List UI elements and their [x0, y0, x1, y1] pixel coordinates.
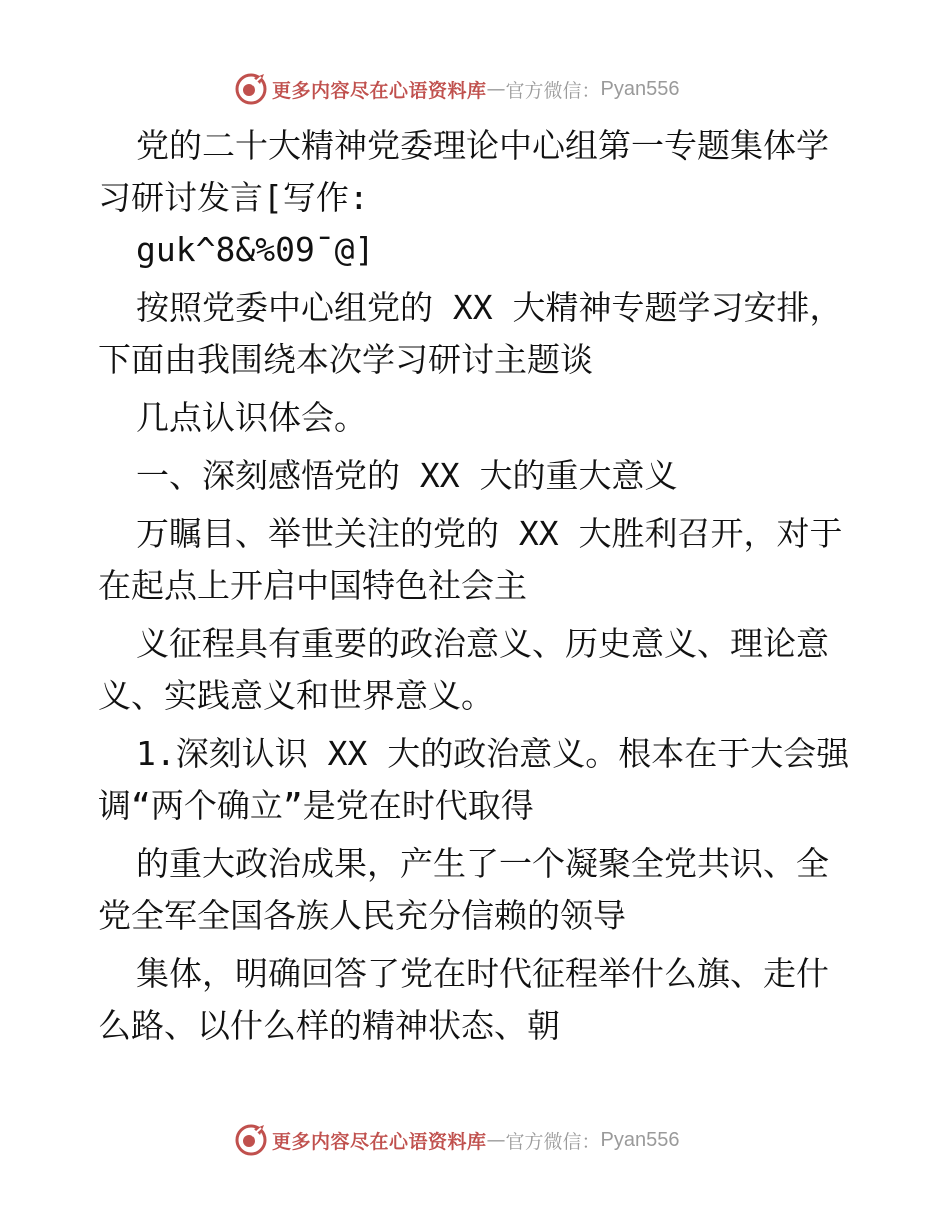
watermark-wechat-id: Pyan556 — [600, 1128, 680, 1151]
text-line: 义、实践意义和世界意义。 — [98, 676, 494, 715]
text-line: 党全军全国各族人民充分信赖的领导 — [98, 896, 626, 935]
watermark-label: 官方微信： — [505, 1130, 601, 1153]
text-line: 集体，明确回答了党在时代征程举什么旗、走什 — [136, 954, 829, 993]
text-line: 调“两个确立”是党在时代取得 — [98, 786, 534, 825]
text-line: 的重大政治成果，产生了一个凝聚全党共识、全 — [136, 844, 829, 883]
watermark-site-name: 更多内容尽在心语资料库 — [272, 79, 487, 102]
watermark-separator: — — [486, 78, 506, 100]
text-line: 党的二十大精神党委理论中心组第一专题集体学 — [136, 126, 829, 165]
watermark-label: 官方微信： — [505, 79, 601, 102]
watermark-separator: — — [486, 1129, 506, 1151]
text-line: guk^8&%09¯@] — [136, 230, 375, 269]
text-line: 习研讨发言[写作: — [98, 178, 369, 217]
text-line: 按照党委中心组党的 XX 大精神专题学习安排， — [136, 288, 843, 327]
text-line: 几点认识体会。 — [136, 398, 367, 437]
header-watermark — [234, 72, 714, 106]
text-line: 义征程具有重要的政治意义、历史意义、理论意 — [136, 624, 829, 663]
document-body — [98, 120, 858, 1052]
text-line: 在起点上开启中国特色社会主 — [98, 566, 527, 605]
section-heading: 一、深刻感悟党的 XX 大的重大意义 — [136, 456, 678, 495]
text-line: 万瞩目、举世关注的党的 XX 大胜利召开，对于 — [136, 514, 843, 553]
pen-seal-logo-icon — [234, 72, 268, 106]
text-line: 1.深刻认识 XX 大的政治意义。根本在于大会强 — [136, 734, 850, 773]
watermark-site-name: 更多内容尽在心语资料库 — [272, 1130, 487, 1153]
text-line: 么路、以什么样的精神状态、朝 — [98, 1006, 560, 1045]
pen-seal-logo-icon — [234, 1123, 268, 1157]
footer-watermark — [234, 1123, 714, 1157]
text-line: 下面由我围绕本次学习研讨主题谈 — [98, 340, 593, 379]
watermark-wechat-id: Pyan556 — [600, 77, 680, 100]
